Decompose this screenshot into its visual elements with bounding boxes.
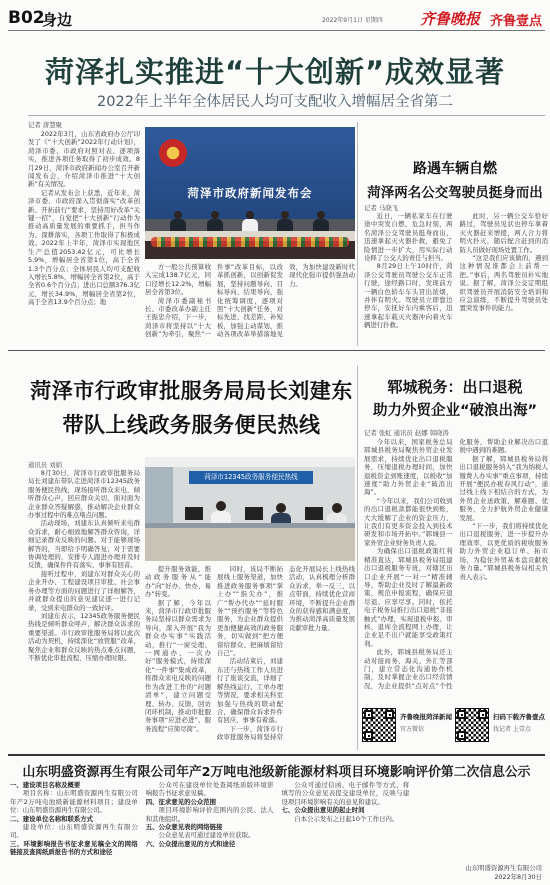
lead-headline: 菏泽扎实推进“十大创新”成效显著 [44, 55, 506, 89]
notice-text: 项目名称：山东明盛资源再生有限公司年产2万吨电池级新能源材料项目；建设单位：山东明盛资源再生有限公司。 [10, 789, 138, 815]
app-download-qr-code[interactable] [455, 708, 489, 742]
speaker-2 [207, 211, 223, 231]
speaker-4 [277, 211, 293, 231]
monitor [245, 507, 263, 520]
notice-text: 自本公示发布之日起10个工作日内。 [294, 814, 399, 823]
tax-title-line2: 助力外贸企业“破浪出海” [372, 403, 538, 419]
emblem-icon [159, 139, 187, 167]
qr-left-sub: 官方微信 [400, 726, 425, 733]
tax-title-line1: 郓城税务：出口退税 [387, 378, 523, 396]
press-conference-photo [145, 127, 355, 259]
paragraph: 活动现场，刘建东认真倾听来电群众诉求，耐心细致地解答群众咨询，详细记录群众反映的问题。对于能够现场解答的，当即给予明确答复；对于需要协调处理的，安排专人跟进办理并及时反馈，确保件件有落实、事事有回音。 [28, 519, 140, 570]
paragraph: 菏泽市委副秘书长、市委改革办副主任王振忠介绍，下一步，菏泽市将坚持以“十大创新”为牵引，聚焦“一件事”改革目标，以改革抓创新，以创新促发展，坚持问题导向、目标导向、结果导向，强化统筹调度，逐项对照“十大创新”任务，对标先进、找差距、补短板，加强主动谋划，推动各项改革举措落地见效，为加快建设新时代现代化强市提供强劲动力。 [145, 263, 355, 339]
wall-sign-text: 菏泽市12345政务服务便民热线 [204, 473, 298, 481]
notice-signature-org: 山东明盛资源再生有限公司 [465, 864, 542, 872]
speaker-1 [170, 211, 186, 231]
lead-subheadline: 2022年上半年全体居民人均可支配收入增幅居全省第二 [97, 94, 453, 110]
monitor [305, 507, 323, 520]
approval-headline-line2: 带队上线政务服务便民热线 [62, 413, 321, 437]
notice-text: 公众可通过信函、电子邮件等方式，将填写的公众意见表提交建设单位，反映与建设项目环境影响有关的意见和建议。 [281, 781, 410, 806]
section-name: 身边 [42, 11, 73, 29]
notice-heading: 五、公众意见表的网络链接 [145, 823, 223, 832]
paragraph: 据了解，今年以来，菏泽市行政审批服务局坚持以群众需求为导向，深入开展“我为群众办实事”实践活动，推行“一窗受理、一网通办、一次办好”服务模式，持续深化“一件事”集成改革，将群众来电反映的问题作为改进工作的“问题清单”，建立问题受理、转办、反馈、回访闭环机制，推动审批服务事项“应进必进”、服务流程“应简尽简”。 [145, 598, 211, 733]
paragraph: 此外，郓城县税务局还主动对接商务、海关、外汇等部门，建立常态化沟通协作机制，及时掌握企业出口经营情况，为企业提供“点对点”个性化服务，帮助企业解决出口退税中遇到的难题。 [364, 438, 548, 690]
upper-column-divider [357, 122, 358, 346]
notice-heading: 二、建设单位名称和联系方式 [10, 814, 94, 823]
paragraph: 刘建东表示，12345政务服务便民热线是倾听群众呼声、解决群众诉求的重要渠道。市行政审批服务局将以此次活动为契机，持续深化“放管服”改革，聚焦企业和群众反映的热点难点问题，不断优化审批流程、压缩办理时限、 [28, 611, 140, 662]
approval-body-left [28, 469, 140, 746]
approval-byline: 通讯员 刘娟 [28, 461, 62, 469]
paragraph: 近日，一辆私家车在行驶途中突发自燃，危急时刻，两名菏泽公交驾驶员挺身而出，迅速拿起灭火器扑救，避免了险情进一步扩大，用实际行动诠释了公交人的责任与担当。 [364, 212, 453, 263]
notice-signature-date: 2022年8月30日 [494, 873, 542, 881]
paragraph: 下一步，菏泽市行政审批服务局将坚持常态化开展局长上线热线活动，认真梳理分析群众诉求，举一反三、以点带面，持续优化营商环境，不断提升企业群众的获得感和满意度，为推动菏泽高质量发展贡献审批力量。 [217, 565, 355, 742]
notice-heading: 六、公众提出意见的方式和途径 [145, 839, 236, 848]
qr-left-title: 齐鲁晚报菏泽新闻 [400, 713, 452, 721]
notice-title: 山东明盛资源再生有限公司年产2万吨电池级新能源材料项目环境影响评价第二次信息公示 [22, 765, 531, 780]
approval-headline-line1: 菏泽市行政审批服务局局长刘建东 [30, 379, 353, 403]
newspaper-logo: 齐鲁晚报 [420, 10, 481, 28]
tax-body [364, 438, 548, 700]
notice-text: 公众可在建设单位处查阅纸质版环境影响报告书征求意见稿。 [145, 781, 274, 798]
speaker-5 [313, 211, 329, 231]
ceiling [145, 457, 355, 467]
flower-decoration [151, 237, 349, 247]
bus-title-line1: 路遇车辆自燃 [413, 161, 497, 177]
lead-body-below [145, 263, 355, 345]
notice-heading: 三、环境影响报告书征求意见稿全文的网络链接及查阅纸质报告书的方式和途径 [10, 839, 138, 857]
paragraph: 提升服务效能，推动政务服务从“能办”向“好办、快办、易办”转变。 [145, 565, 211, 599]
paragraph: 方一般公共预算收入完成138.7亿元，同口径增长12.2%，增幅居全省第3位。 [145, 263, 211, 297]
header-divider [8, 30, 545, 31]
section-code: B02 [8, 8, 45, 28]
speaker-3 [242, 211, 258, 231]
lead-body-left [28, 130, 140, 345]
paragraph: 活动结束后，刘建东还与热线工作人员进行了座谈交流，详细了解热线运行、工单办理等情况，要求相关科室加强与热线的联动配合，确保群众诉求件件有回应、事事有着落。 [217, 657, 283, 725]
hotline-office-photo [145, 457, 355, 561]
notice-text: 公众意见表可通过建设单位获取。 [158, 831, 255, 840]
section-divider-upper [8, 350, 545, 351]
paragraph: 为确保出口退税政策红利精准直达，郓城县税务局组建出口退税服务专班，对辖区出口企业开展“一对一”精准辅导，帮助企业及时了解最新政策，规范申报流程，确保应退尽退、应享尽享。同时，依托电子税务局推行出口退税“非接触式”办理，实现退税申报、审核、退库全流程网上办理，让企业足不出户就能享受政策红利。 [364, 547, 453, 648]
window [145, 467, 173, 527]
paragraph: 8月30日，菏泽市行政审批服务局局长刘建东带队走进菏泽市12345政务服务便民热线，现场接听群众来电，倾听群众心声，回应群众关切，面对面为企业群众答疑解惑，推动解决企业群众办事过程中的难点堵点问题。 [28, 469, 140, 520]
office-desk [145, 527, 355, 561]
approval-body-below [145, 565, 355, 746]
paragraph: 8月29日上午10时许，菏泽公交驾驶员驾驶公交车正常行驶，途经路口时，发现前方一辆白色轿车车头冒出浓烟，并伴有明火。驾驶员立即靠边停车，安抚好车内乘客后，迅速拿起车载灭火器冲向着火车辆进行扑救。 [364, 262, 453, 330]
notice-heading: 七、公众提出意见的起止时间 [281, 806, 365, 815]
lead-byline: 记者 唐慧聚 [28, 121, 62, 129]
middle-column-divider [357, 365, 358, 750]
monitor [185, 507, 203, 520]
notice-text: 建设单位：山东明盛资源再生有限公司。 [10, 823, 138, 840]
section-divider-lower [8, 754, 545, 756]
notice-text: 项目环境影响评价范围内的公民、法人和其他组织。 [145, 806, 274, 823]
paragraph: “今年以来，我们公司收到的出口退税款都能很快到账，大大缓解了企业的资金压力，让我们有更多资金投入到技术研发和市场开拓中。”郓城县一家外贸企业财务负责人说。 [364, 496, 453, 547]
notice-heading: 一、建设项目名称及概要 [10, 781, 81, 789]
paragraph: 记者从发布会上获悉，近年来，菏泽市委、市政府深入贯彻落实“改革创新、开拓前行”要求，坚持用好改革“关键一招”，自觉把“十大创新”行动作为推动高质量发展的重要抓手，担当作为、深耕落实，各项工作取得了积极成效。2022年上半年，菏泽市实现地区生产总值2053.42亿元，可比增长5.9%，增幅居全省第1位，高于全省1.3个百分点；全体居民人均可支配收入增长5.8%，增幅居全省第2位，高于全省0.6个百分点；进出口总额376.3亿元，增长34.9%，增幅居全省第2位，高于全省13.9个百分点；地 [28, 188, 140, 307]
app-logo: 齐鲁壹点 [490, 14, 543, 29]
bus-body [364, 212, 548, 345]
notice-body [10, 781, 545, 861]
paragraph: 同时，该局不断拓展线上服务渠道，加快推进政务服务事项“掌上办”“指尖办”，推广“帮办代办”“延时服务”“预约服务”等特色服务，为企业群众提供更加便捷高效的政务服务，切实做到“把方便留给群众、把麻烦留给自己”。 [217, 565, 283, 658]
paragraph: 今年以来，国家税务总局郓城县税务局聚焦外贸企业发展需求，持续优化出口退税服务，压缩退税办理时间，加快退税资金到账速度，以税收“加速度”助力外贸企业“破浪出海”。 [364, 438, 453, 497]
paragraph: 据了解，郓城县税务局将出口退税服务纳入“我为纳税人缴费人办实事”重点事项，持续开展“便民办税春风行动”，通过线上线下相结合的方式，为外贸企业送政策、解难题、优服务，全力护航外贸企业健康发展。 [459, 454, 548, 522]
issue-date: 2022年9月1日 星期四 [322, 17, 383, 24]
bus-title-line2: 菏泽两名公交驾驶员挺身而出 [367, 185, 543, 201]
paragraph: 此时，另一辆公交车恰好路过，驾驶员见状也停车拿着灭火器赶来增援，两人合力将明火扑灭，随后配合赶到的消防人员做好现场处置工作。 [459, 212, 548, 254]
bus-byline: 记者 马晓飞 [364, 204, 398, 212]
wechat-qr-code[interactable] [362, 708, 396, 742]
paragraph: “下一步，我们将持续优化出口退税服务，进一步提升办理效率，以更优质的税收服务助力外贸企业稳订单、拓市场，为稳住外贸基本盘贡献税务力量。”郓城县税务局相关负责人表示。 [459, 522, 548, 581]
desk-partition [145, 523, 355, 528]
qr-right-sub: 找记者 上壹点 [493, 726, 531, 733]
tax-byline: 记者 张虹 通讯员 赵娜 韩晓涛 [364, 429, 449, 437]
qr-right-title: 扫码下载齐鲁壹点 [493, 713, 545, 721]
notice-heading: 四、征求意见的公众范围 [145, 797, 217, 806]
lead-divider [28, 115, 545, 116]
paragraph: 2022年3月，山东省政府办公厅印发了《“十大创新”2022年行动计划》，菏泽市委、市政府对照对表、逐项落实，推进各项任务取得了初步成效。8月29日，菏泽市政府新闻办公室召开新闻发布会，介绍菏泽市推进“十大创新”有关情况。 [28, 130, 140, 189]
paragraph: 接听过程中，刘建东对群众关心的企业开办、工程建设项目审批、社会事务办理等方面的问题进行了详细解答，并就群众提出的意见建议逐一进行记录，受到来电群众的一致好评。 [28, 569, 140, 612]
paragraph: “这是我们应该做的，遇到这种情况谁都会上前帮一把。”事后，两名驾驶员朴实地说。据了解，菏泽公交定期组织驾驶员开展消防安全培训和应急演练，不断提升驾驶员处置突发事件的能力。 [459, 254, 548, 313]
backdrop-banner-text: 菏泽市政府新闻发布会 [187, 186, 313, 200]
